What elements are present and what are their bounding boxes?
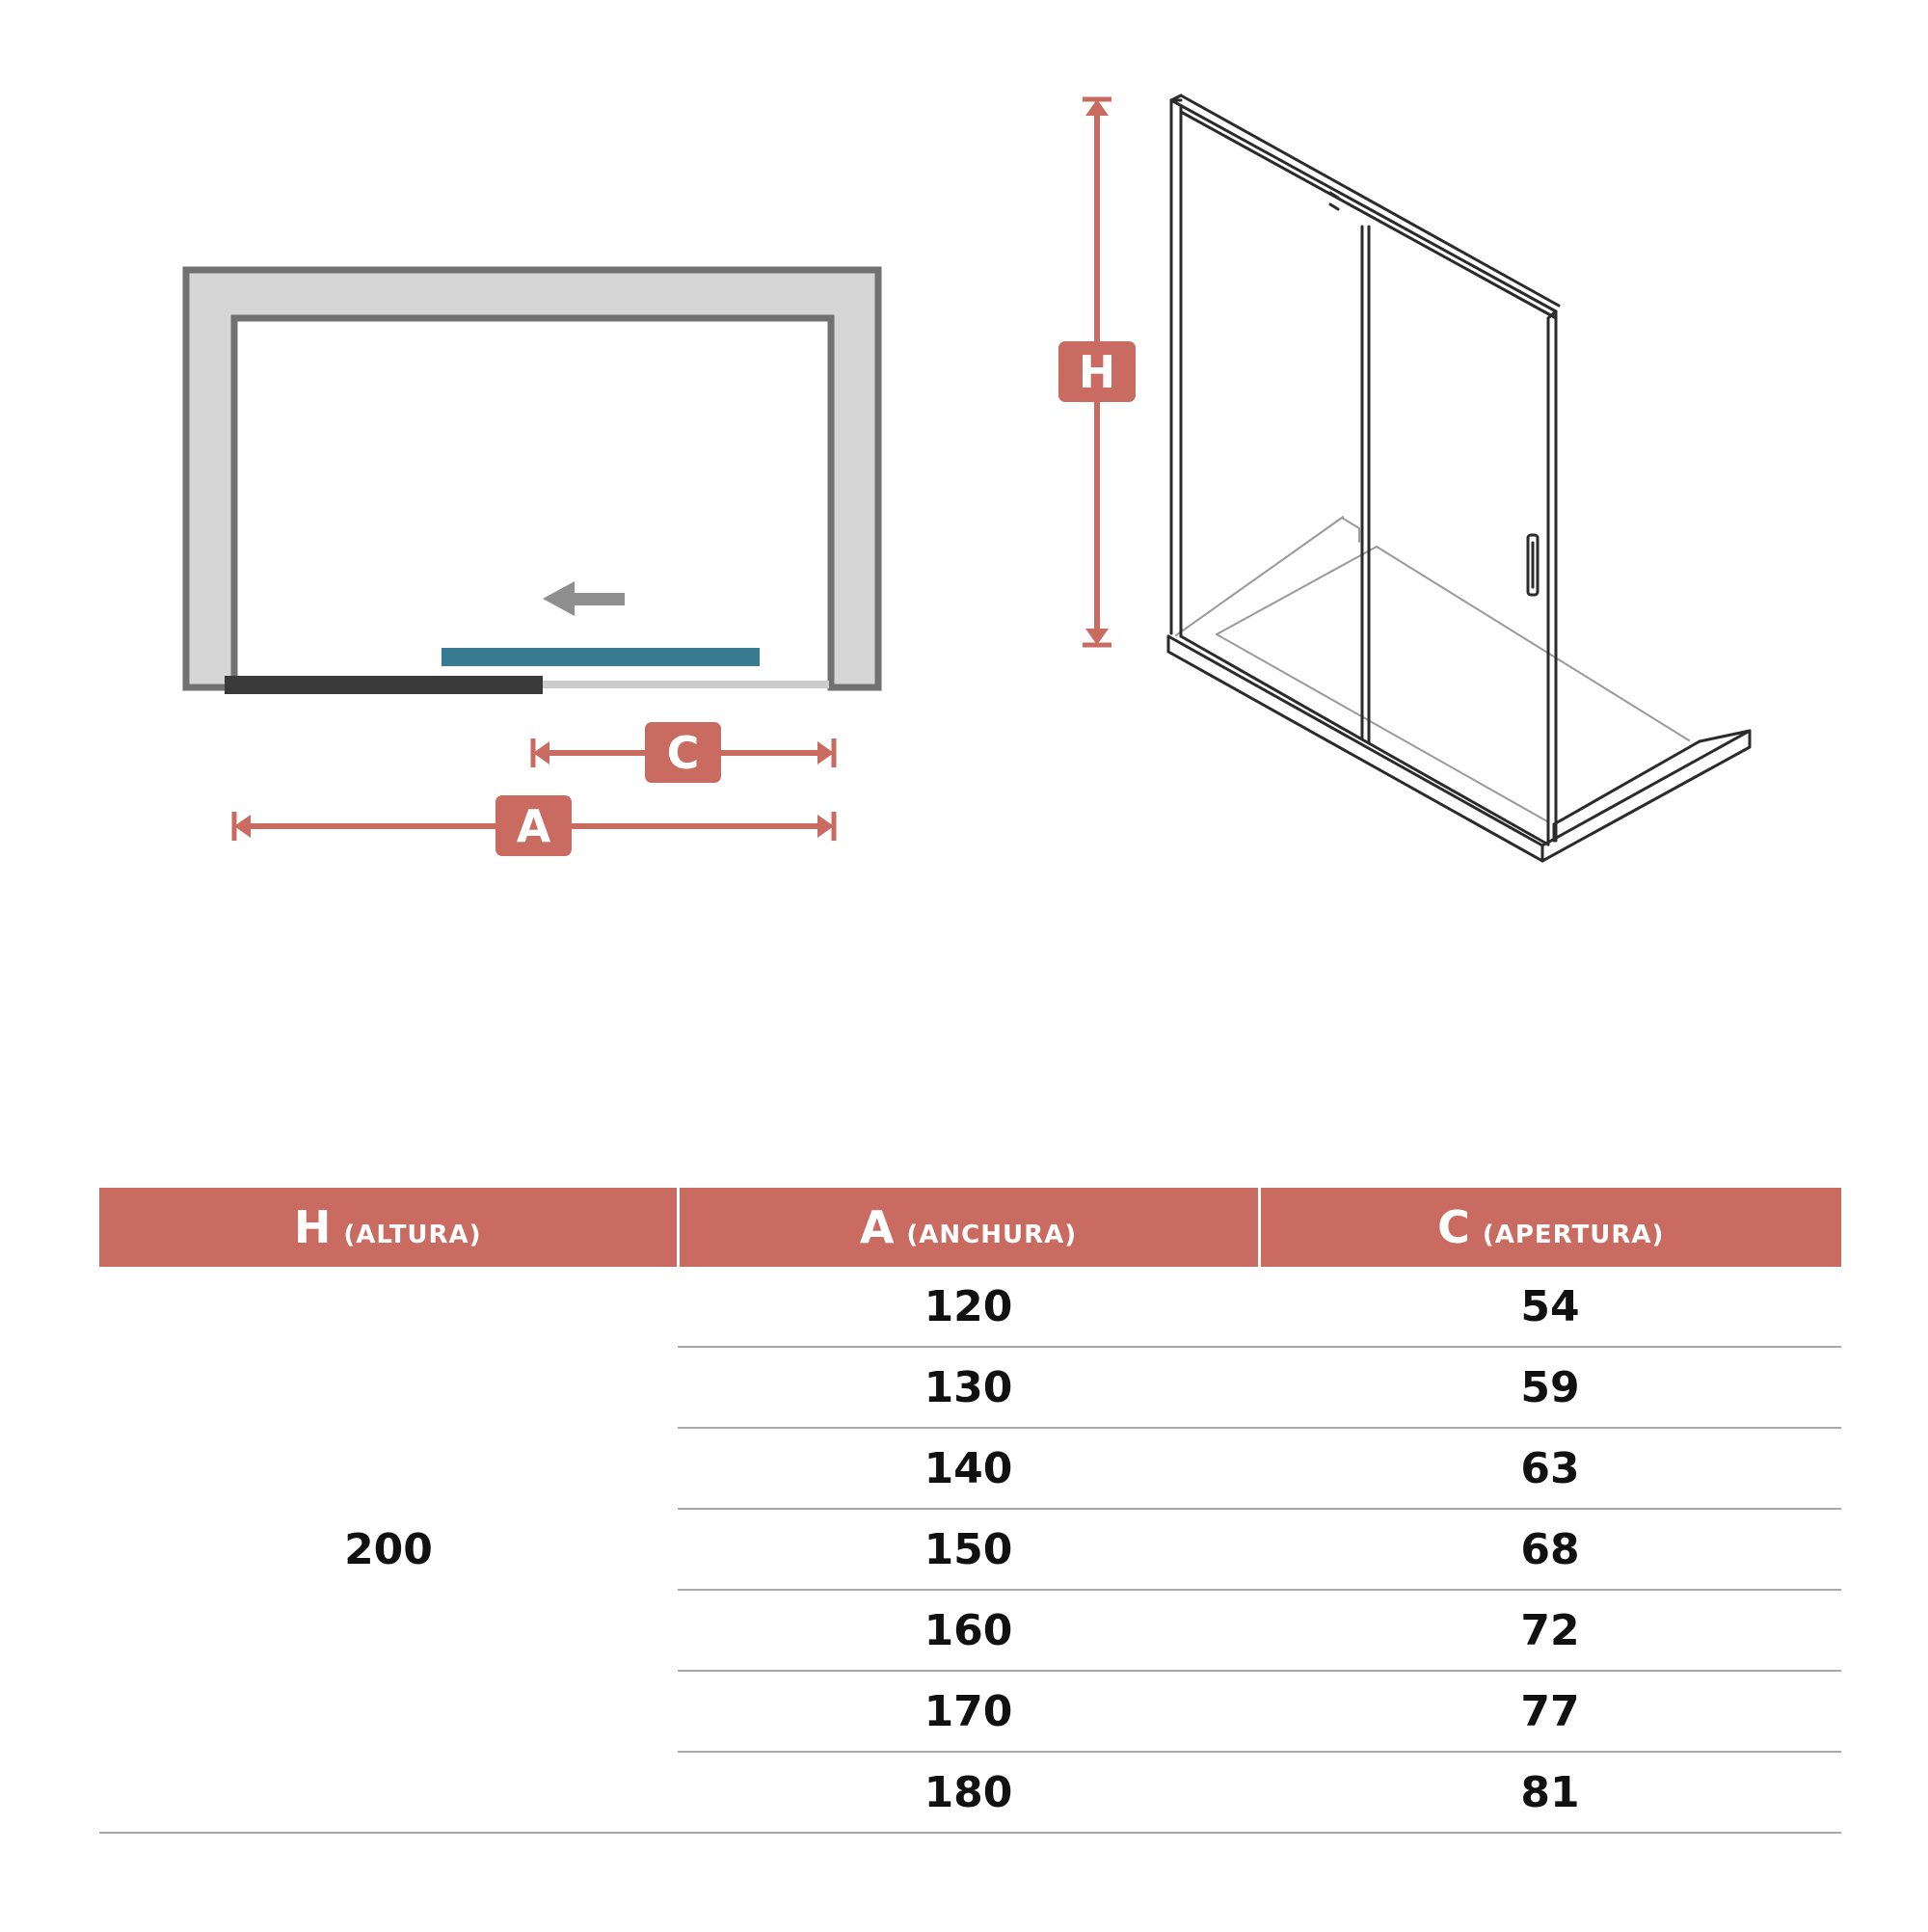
opening-value: 63 [1259,1428,1841,1509]
bottom-rail [1181,636,1548,845]
opening-value: 72 [1259,1590,1841,1671]
fixed-glass-panel [225,676,543,694]
opening-value: 81 [1259,1752,1841,1833]
header-opening-caption: (APERTURA) [1482,1221,1665,1249]
dimension-a [234,795,834,856]
opening-value: 77 [1259,1671,1841,1752]
header-height-letter: H [293,1201,333,1253]
width-value: 120 [678,1267,1259,1347]
table-header-row [99,1188,1841,1267]
width-value: 160 [678,1590,1259,1671]
dimension-h-label: H [1078,346,1116,398]
dimension-a-label: A [516,800,551,852]
width-value: 150 [678,1509,1259,1590]
slide-direction-arrow-icon [543,581,625,616]
dimensions-table [99,1188,1841,1834]
plan-view [186,270,878,694]
dimension-c [533,722,834,783]
left-post [1171,100,1181,636]
right-post [1548,311,1556,845]
top-rail [1171,95,1559,318]
dimension-h [1058,99,1136,645]
middle-post [1362,227,1369,743]
opening-value: 68 [1259,1509,1841,1590]
header-opening [1259,1188,1841,1267]
header-height [99,1188,678,1267]
opening-value: 59 [1259,1347,1841,1428]
width-value: 140 [678,1428,1259,1509]
header-width-caption: (ANCHURA) [906,1221,1078,1249]
width-value: 130 [678,1347,1259,1428]
header-width-letter: A [859,1201,896,1253]
table-row [99,1267,1841,1347]
width-value: 180 [678,1752,1259,1833]
width-value: 170 [678,1671,1259,1752]
header-opening-letter: C [1437,1201,1471,1253]
header-height-caption: (ALTURA) [343,1221,482,1249]
sliding-glass-panel [442,648,760,666]
height-value: 200 [99,1267,678,1833]
plan-wall [186,270,878,687]
isometric-shower-enclosure [1168,95,1750,861]
dimension-c-label: C [666,727,700,779]
shower-tray-edge [1168,636,1750,861]
opening-value: 54 [1259,1267,1841,1347]
door-handle-icon [1528,535,1538,595]
header-width [678,1188,1259,1267]
shower-tray [1176,517,1689,821]
